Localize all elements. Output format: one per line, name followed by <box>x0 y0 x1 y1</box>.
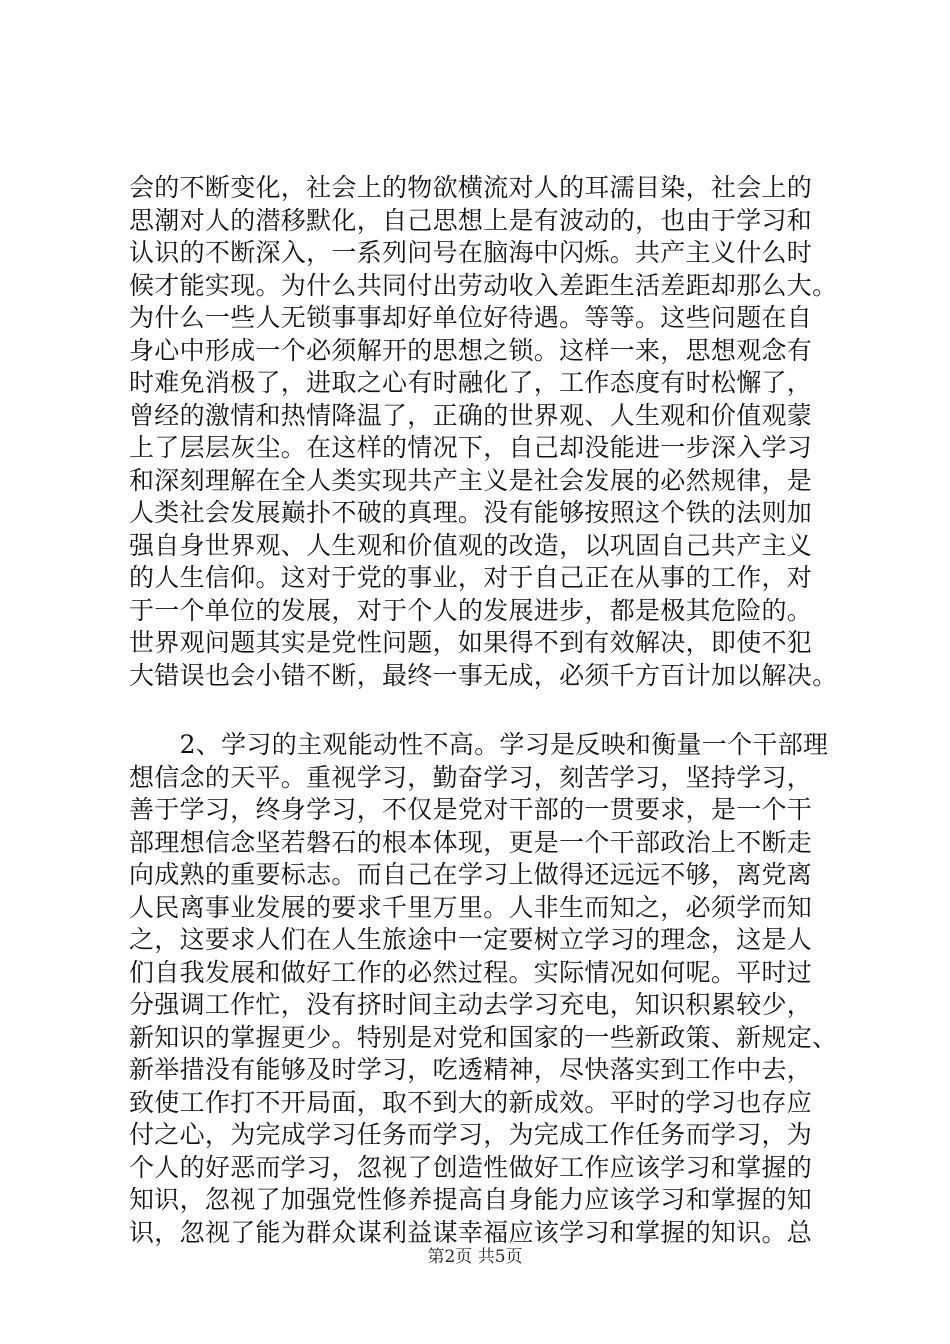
text-line: 世界观问题其实是党性问题，如果得不到有效解决，即使不犯 <box>129 628 813 657</box>
text-line: 之，这要求人们在人生旅途中一定要树立学习的理念，这是人 <box>129 925 813 954</box>
text-line: 认识的不断深入，一系列问号在脑海中闪烁。共产主义什么时 <box>129 238 813 267</box>
text-line: 新举措没有能够及时学习，吃透精神，尽快落实到工作中去， <box>129 1055 813 1084</box>
text-line: 于一个单位的发展，对于个人的发展进步，都是极其危险的。 <box>129 595 813 625</box>
text-line: 强自身世界观、人生观和价值观的改造，以巩固自己共产主义 <box>129 530 813 560</box>
page-number-footer: 第2页 共5页 <box>427 1247 523 1267</box>
text-line: 向成熟的重要标志。而自己在学习上做得还远远不够，离党离 <box>129 860 813 889</box>
text-line: 身心中形成一个必须解开的思想之锁。这样一来，思想观念有 <box>129 335 813 365</box>
text-line: 大错误也会小错不断，最终一事无成，必须千方百计加以解决。 <box>129 660 838 690</box>
paragraph-spacer <box>129 692 829 729</box>
text-line: 新知识的掌握更少。特别是对党和国家的一些新政策、新规定、 <box>129 1022 838 1052</box>
text-line: 想信念的天平。重视学习，勤奋学习，刻苦学习，坚持学习， <box>129 762 813 792</box>
text-line: 2、学习的主观能动性不高。学习是反映和衡量一个干部理 <box>129 730 829 759</box>
text-line: 的人生信仰。这对于党的事业，对于自己正在从事的工作，对 <box>129 563 813 592</box>
text-line: 候才能实现。为什么共同付出劳动收入差距生活差距却那么大。 <box>129 270 838 300</box>
text-line: 分强调工作忙，没有挤时间主动去学习充电，知识积累较少， <box>129 990 813 1019</box>
text-line: 个人的好恶而学习，忽视了创造性做好工作应该学习和掌握的 <box>129 1152 813 1182</box>
document-body <box>129 172 838 1249</box>
text-line: 致使工作打不开局面，取不到大的新成效。平时的学习也存应 <box>129 1087 813 1117</box>
text-line: 知识，忽视了加强党性修养提高自身能力应该学习和掌握的知 <box>129 1185 813 1214</box>
text-line: 识，忽视了能为群众谋利益谋幸福应该学习和掌握的知识。总 <box>129 1217 813 1247</box>
text-line: 善于学习，终身学习，不仅是党对干部的一贯要求，是一个干 <box>129 795 813 824</box>
text-line: 会的不断变化，社会上的物欲横流对人的耳濡目染，社会上的 <box>129 173 813 202</box>
text-line: 时难免消极了，进取之心有时融化了，工作态度有时松懈了， <box>129 368 813 397</box>
text-line: 们自我发展和做好工作的必然过程。实际情况如何呢。平时过 <box>129 957 813 987</box>
text-line: 和深刻理解在全人类实现共产主义是社会发展的必然规律，是 <box>129 465 813 495</box>
text-line: 为什么一些人无锁事事却好单位好待遇。等等。这些问题在自 <box>129 303 813 332</box>
text-line: 曾经的激情和热情降温了，正确的世界观、人生观和价值观蒙 <box>129 400 813 430</box>
text-line: 思潮对人的潜移默化，自己思想上是有波动的，也由于学习和 <box>129 205 813 235</box>
text-line: 上了层层灰尘。在这样的情况下，自己却没能进一步深入学习 <box>129 433 813 462</box>
text-line: 人类社会发展巅扑不破的真理。没有能够按照这个铁的法则加 <box>129 498 813 527</box>
text-line: 付之心，为完成学习任务而学习，为完成工作任务而学习，为 <box>129 1120 813 1149</box>
text-line: 部理想信念坚若磐石的根本体现，更是一个干部政治上不断走 <box>129 827 813 857</box>
paragraph-1 <box>129 172 838 692</box>
text-line: 人民离事业发展的要求千里万里。人非生而知之，必须学而知 <box>129 892 813 922</box>
paragraph-2 <box>129 729 838 1249</box>
